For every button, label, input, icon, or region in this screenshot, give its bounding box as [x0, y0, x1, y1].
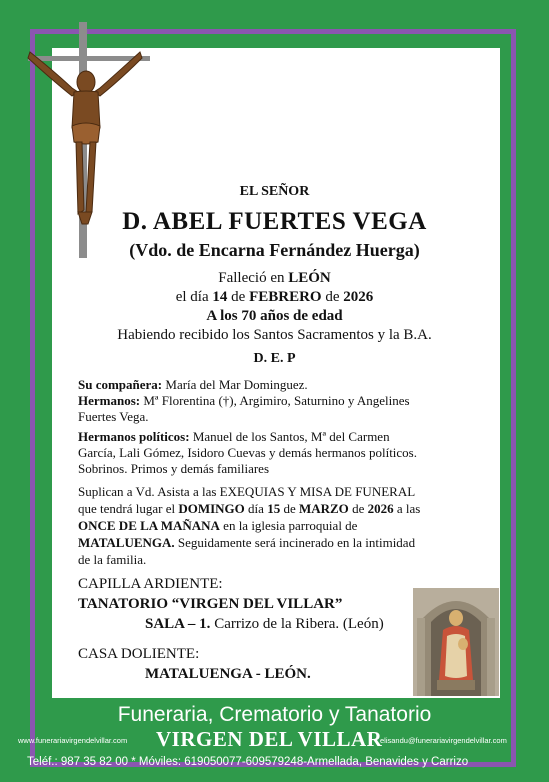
chapel-room: SALA – 1. Carrizo de la Ribera. (León)	[145, 616, 384, 632]
widower-line: (Vdo. de Encarna Fernández Huerga)	[129, 240, 420, 260]
home-label: CASA DOLIENTE:	[78, 646, 200, 662]
chapel-name: TANATORIO “VIRGEN DEL VILLAR”	[78, 596, 343, 612]
ceremony-line-3: ONCE DE LA MAÑANA en la iglesia parroquial de	[78, 518, 358, 533]
ceremony-line-2: que tendrá lugar el DOMINGO día 15 de MARZO de 2026 a las	[78, 501, 421, 516]
footer-company: Funeraria, Crematorio y Tanatorio	[117, 703, 432, 726]
dep-line: D. E. P	[253, 351, 296, 366]
partner-line: Su compañera: María del Mar Dominguez.	[78, 377, 308, 392]
ceremony-line-1: Suplican a Vd. Asista a las EXEQUIAS Y MISA DE FUNERAL	[78, 484, 416, 499]
chapel-label: CAPILLA ARDIENTE:	[78, 576, 223, 592]
siblings-line: Hermanos: Mª Florentina (†), Argimiro, Saturnino y Angelines	[78, 393, 410, 408]
footer-phones: Teléf.: 987 35 82 00 * Móviles: 619050077-609579248-Armellada, Benavides y Carrizo	[27, 756, 469, 768]
ceremony-line-4: MATALUENGA. Seguidamente será incinerado en la intimidad	[78, 535, 416, 550]
inlaws-line-2: García, Lali Gómez, Isidoro Cuevas y demás hermanos políticos.	[78, 445, 417, 460]
sacraments-line: Habiendo recibido los Santos Sacramentos y la B.A.	[117, 327, 432, 343]
inlaws-line: Hermanos políticos: Manuel de los Santos, Mª del Carmen	[78, 429, 390, 444]
siblings-line-2: Fuertes Vega.	[78, 409, 149, 424]
virgin-statue-image	[413, 588, 499, 696]
inlaws-line-3: Sobrinos. Primos y demás familiares	[78, 461, 270, 476]
home-place: MATALUENGA - LEÓN.	[145, 666, 311, 682]
title-prefix: EL SEÑOR	[239, 184, 310, 199]
footer-website[interactable]: www.funerariavirgendelvillar.com	[18, 736, 128, 745]
age-line: A los 70 años de edad	[206, 308, 343, 324]
footer-email[interactable]: elisandu@funerariavirgendelvillar.com	[380, 736, 507, 745]
death-place-line: Falleció en LEÓN	[218, 270, 331, 286]
ceremony-line-5: de la familia.	[78, 552, 147, 567]
footer-brand: VIRGEN DEL VILLAR	[156, 727, 383, 751]
deceased-name: D. ABEL FUERTES VEGA	[122, 208, 427, 235]
death-date-line: el día 14 de FEBRERO de 2026	[175, 289, 374, 305]
